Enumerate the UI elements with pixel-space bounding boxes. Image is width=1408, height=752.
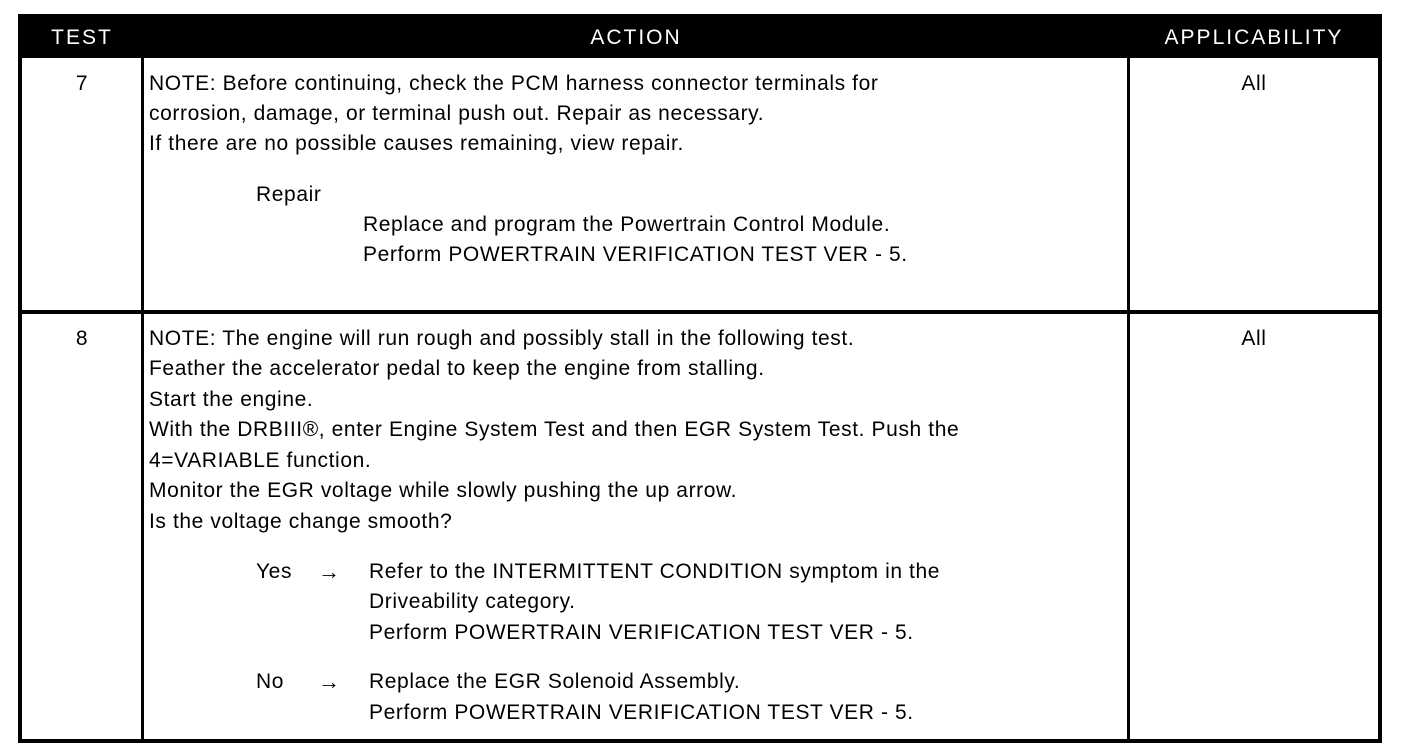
arrow-icon: → [318,559,340,584]
header-test: TEST [51,26,113,49]
yes-line: Driveability category. [369,590,576,613]
column-divider-left [141,58,144,739]
table-header [22,18,1378,58]
no-label: No [256,670,285,693]
header-applicability: APPLICABILITY [1164,26,1344,49]
action-line: With the DRBIII®, enter Engine System Test and then EGR System Test. Push the [149,418,960,441]
diagnostic-table [18,14,1382,743]
action-line: NOTE: Before continuing, check the PCM harness connector terminals for [149,72,879,95]
action-line: If there are no possible causes remaining, view repair. [149,132,684,155]
column-divider-right [1127,58,1130,739]
action-line: 4=VARIABLE function. [149,449,372,472]
action-line: corrosion, damage, or terminal push out. Repair as necessary. [149,102,765,125]
repair-line: Replace and program the Powertrain Control Module. [363,213,891,236]
action-line: Monitor the EGR voltage while slowly pushing the up arrow. [149,479,738,502]
yes-line: Perform POWERTRAIN VERIFICATION TEST VER - 5. [369,621,914,644]
action-line: Is the voltage change smooth? [149,510,453,533]
repair-label: Repair [256,183,322,206]
no-line: Perform POWERTRAIN VERIFICATION TEST VER - 5. [369,701,914,724]
arrow-icon: → [318,669,340,694]
applicability-value: All [1241,72,1267,95]
repair-line: Perform POWERTRAIN VERIFICATION TEST VER - 5. [363,243,908,266]
yes-label: Yes [256,560,293,583]
action-line: NOTE: The engine will run rough and possibly stall in the following test. [149,327,855,350]
action-line: Start the engine. [149,388,314,411]
header-action: ACTION [590,26,682,49]
no-line: Replace the EGR Solenoid Assembly. [369,670,741,693]
test-number: 8 [75,327,89,350]
yes-line: Refer to the INTERMITTENT CONDITION symptom in the [369,560,941,583]
applicability-value: All [1241,327,1267,350]
test-number: 7 [75,72,89,95]
action-line: Feather the accelerator pedal to keep the engine from stalling. [149,357,765,380]
row-divider [22,310,1378,314]
